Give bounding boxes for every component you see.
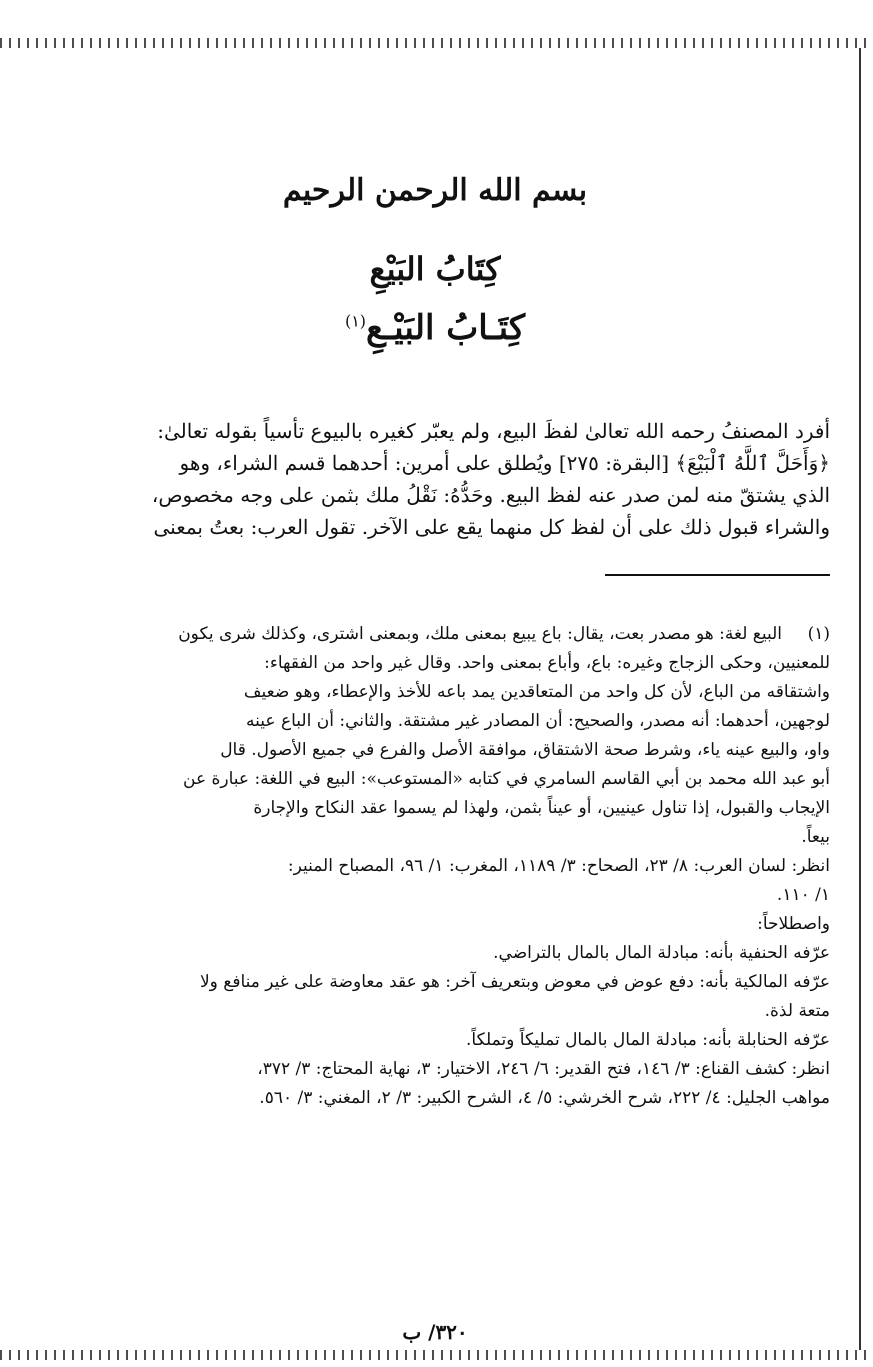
book-title: كِتَابُ البَيْعِ <box>369 250 501 288</box>
basmala: بسم الله الرحمن الرحيم <box>282 173 588 208</box>
footnote-number: (١) <box>807 624 830 644</box>
page-number: ٣٢٠/ ب <box>402 1320 468 1344</box>
top-ornament-border <box>0 38 873 48</box>
footnote-line: واشتقاقه من الباع، لأن كل واحد من المتعاقدين يمد باعه للأخذ والإعطاء، وهو ضعيف <box>243 682 830 702</box>
footnotes <box>40 620 830 1113</box>
footnote-line: مواهب الجليل: ٤/ ٢٢٢، شرح الخرشي: ٥/ ٤، الشرح الكبير: ٣/ ٢، المغني: ٣/ ٥٦٠. <box>259 1088 830 1108</box>
footnote <box>40 620 830 649</box>
footnote-line: متعة لذة. <box>764 1001 830 1021</box>
main-text <box>40 415 830 543</box>
main-text-line: ﴿وَأَحَلَّ ٱللَّهُ ٱلْبَيْعَ﴾ [البقرة: ٢٧٥] ويُطلق على أمرين: أحدهما قسم الشراء، وهو <box>179 451 830 475</box>
footnote-line: للمعنيين، وحكى الزجاج وغيره: باع، وأباع بمعنى واحد. وقال غير واحد من الفقهاء: <box>264 653 830 673</box>
footnote-line: عرّفه الحنابلة بأنه: مبادلة المال بالمال تمليكاً وتملكاً. <box>466 1030 830 1050</box>
main-text-line: الذي يشتقّ منه لمن صدر عنه لفظ البيع. وحَدُّهُ: نَقْلُ ملك بثمن على وجه مخصوص، <box>151 483 830 507</box>
book-title-footnoted <box>40 308 830 348</box>
footnote-separator <box>605 574 830 576</box>
footnote-line: الإيجاب والقبول، إذا تناول عينيين، أو عيناً بثمن، ولهذا لم يسموا عقد النكاح والإجارة <box>253 798 830 818</box>
footnote-line: أبو عبد الله محمد بن أبي القاسم السامري في كتابه «المستوعب»: البيع في اللغة: عبارة عن <box>183 769 830 789</box>
footnote-line: البيع لغة: هو مصدر بعت، يقال: باع يبيع بمعنى ملك، وبمعنى اشترى، وكذلك شرى يكون <box>178 624 782 644</box>
main-text-line: والشراء قبول ذلك على أن لفظ كل منهما يقع على الآخر. تقول العرب: بعتُ بمعنى <box>153 515 830 539</box>
book-title-2: كِتَـابُ البَيْـعِ <box>366 308 526 348</box>
main-text-line: أفرد المصنفُ رحمه الله تعالىٰ لفظَ البيع، ولم يعبّر كغيره بالبيوع تأسياً بقوله تعالىٰ: <box>157 419 830 443</box>
footnote-line: بيعاً. <box>801 827 830 847</box>
footnote-line: عرّفه المالكية بأنه: دفع عوض في معوض وبتعريف آخر: هو عقد معاوضة على غير منافع ولا <box>199 972 830 992</box>
footnote-reference: (١) <box>344 311 367 331</box>
document-page <box>40 60 830 1344</box>
footnote-line: انظر: كشف القناع: ٣/ ١٤٦، فتح القدير: ٦/ ٢٤٦، الاختيار: ٣، نهاية المحتاج: ٣/ ٣٧٢، <box>257 1059 830 1079</box>
footnote-line: ١/ ١١٠. <box>776 885 830 905</box>
footnote-line: واصطلاحاً: <box>757 914 830 934</box>
right-frame-line <box>859 48 861 1350</box>
footnote-line: واو، والبيع عينه ياء، وشرط صحة الاشتقاق، موافقة الأصل والفرع في جميع الأصول. قال <box>220 740 830 760</box>
footnote-line: لوجهين، أحدهما: أنه مصدر، والصحيح: أن المصادر غير مشتقة. والثاني: أن الباع عينه <box>246 711 830 731</box>
footnote-line: عرّفه الحنفية بأنه: مبادلة المال بالمال بالتراضي. <box>493 943 830 963</box>
footnote-line: انظر: لسان العرب: ٨/ ٢٣، الصحاح: ٣/ ١١٨٩، المغرب: ١/ ٩٦، المصباح المنير: <box>287 856 830 876</box>
bottom-ornament-border <box>0 1350 873 1360</box>
